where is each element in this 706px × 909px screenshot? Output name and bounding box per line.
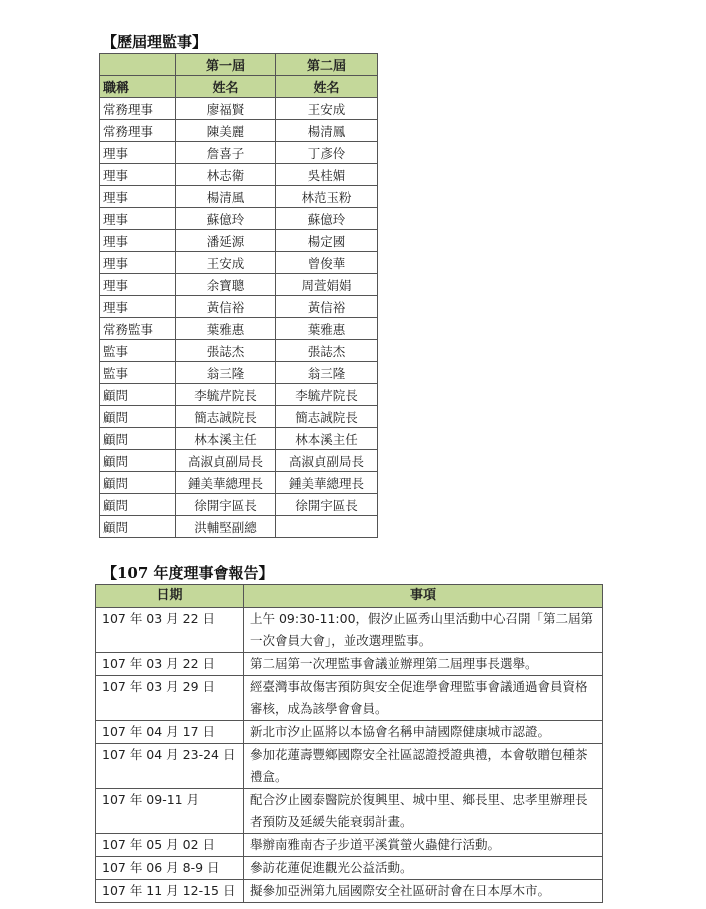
role-cell: 理事 — [100, 186, 176, 208]
role-cell: 顧問 — [100, 406, 176, 428]
term1-name-cell: 翁三隆 — [176, 362, 276, 384]
table-row — [96, 789, 603, 834]
date-cell: 107 年 03 月 22 日 — [96, 608, 244, 653]
term1-name-cell: 洪輔堅副總 — [176, 516, 276, 538]
term1-name-cell: 蘇億玲 — [176, 208, 276, 230]
table-row — [100, 516, 378, 538]
role-cell: 理事 — [100, 274, 176, 296]
term2-name-cell: 葉雅惠 — [276, 318, 378, 340]
role-cell: 顧問 — [100, 450, 176, 472]
term2-name-cell: 徐開宇區長 — [276, 494, 378, 516]
role-cell: 理事 — [100, 230, 176, 252]
table-row — [96, 857, 603, 880]
term1-name-cell: 楊清風 — [176, 186, 276, 208]
term2-name-cell: 楊定國 — [276, 230, 378, 252]
table-row — [100, 494, 378, 516]
role-cell: 常務理事 — [100, 98, 176, 120]
table-row — [100, 230, 378, 252]
term2-name-cell: 吳桂媚 — [276, 164, 378, 186]
term2-name-cell: 李毓芹院長 — [276, 384, 378, 406]
table-subheader-row — [100, 76, 378, 98]
date-cell: 107 年 03 月 22 日 — [96, 653, 244, 676]
term1-name-cell: 潘延源 — [176, 230, 276, 252]
term2-name-cell: 高淑貞副局長 — [276, 450, 378, 472]
table-row — [100, 296, 378, 318]
date-cell: 107 年 09-11 月 — [96, 789, 244, 834]
term1-name-cell: 林志衛 — [176, 164, 276, 186]
item-cell: 第二屆第一次理監事會議並辦理第二屆理事長選舉。 — [244, 653, 603, 676]
table-header-row — [96, 585, 603, 608]
term1-name-cell: 黃信裕 — [176, 296, 276, 318]
date-header: 日期 — [96, 585, 244, 608]
term2-name-cell: 張誌杰 — [276, 340, 378, 362]
table-row — [100, 142, 378, 164]
term2-name-cell: 蘇億玲 — [276, 208, 378, 230]
meeting-report-table — [95, 584, 603, 903]
table-row — [100, 384, 378, 406]
term1-name-cell: 陳美麗 — [176, 120, 276, 142]
item-cell: 舉辦南雅南杏子步道平溪賞螢火蟲健行活動。 — [244, 834, 603, 857]
table-row — [96, 608, 603, 653]
table-row — [96, 676, 603, 721]
term2-name-cell: 簡志誠院長 — [276, 406, 378, 428]
date-cell: 107 年 05 月 02 日 — [96, 834, 244, 857]
table-row — [96, 834, 603, 857]
term2-name-cell: 曾俊華 — [276, 252, 378, 274]
term2-name-cell: 黃信裕 — [276, 296, 378, 318]
table-row — [100, 362, 378, 384]
item-cell: 經臺灣事故傷害預防與安全促進學會理監事會議通過會員資格審核，成為該學會會員。 — [244, 676, 603, 721]
item-cell: 參加花蓮壽豐鄉國際安全社區認證授證典禮，本會敬贈包種茶禮盒。 — [244, 744, 603, 789]
table-row — [100, 318, 378, 340]
term1-name-cell: 張誌杰 — [176, 340, 276, 362]
term2-name-cell: 林本溪主任 — [276, 428, 378, 450]
term2-name-cell — [276, 516, 378, 538]
table-row — [100, 406, 378, 428]
table-header-row — [100, 54, 378, 76]
table-row — [100, 98, 378, 120]
meeting-report-title: 【107 年度理事會報告】 — [102, 564, 274, 582]
role-cell: 顧問 — [100, 472, 176, 494]
role-cell: 顧問 — [100, 428, 176, 450]
term1-name-cell: 葉雅惠 — [176, 318, 276, 340]
item-header: 事項 — [244, 585, 603, 608]
role-cell: 常務理事 — [100, 120, 176, 142]
term2-name-cell: 王安成 — [276, 98, 378, 120]
term2-name-cell: 鍾美華總理長 — [276, 472, 378, 494]
role-cell: 監事 — [100, 340, 176, 362]
term2-name-cell: 姓名 — [276, 76, 378, 98]
term1-name-cell: 王安成 — [176, 252, 276, 274]
board-history-title: 【歷屆理監事】 — [102, 33, 208, 51]
role-cell: 理事 — [100, 142, 176, 164]
term1-name-cell: 廖福賢 — [176, 98, 276, 120]
role-cell: 常務監事 — [100, 318, 176, 340]
role-cell: 理事 — [100, 252, 176, 274]
table-row — [100, 340, 378, 362]
item-cell: 參訪花蓮促進觀光公益活動。 — [244, 857, 603, 880]
date-cell: 107 年 03 月 29 日 — [96, 676, 244, 721]
item-cell: 擬參加亞洲第九屆國際安全社區研討會在日本厚木市。 — [244, 880, 603, 903]
table-row — [100, 428, 378, 450]
term1-name-cell: 李毓芹院長 — [176, 384, 276, 406]
term1-name-cell: 姓名 — [176, 76, 276, 98]
role-cell — [100, 54, 176, 76]
table-row — [96, 880, 603, 903]
term2-name-cell: 翁三隆 — [276, 362, 378, 384]
role-cell: 顧問 — [100, 494, 176, 516]
term2-name-cell: 丁彥伶 — [276, 142, 378, 164]
table-row — [100, 450, 378, 472]
table-row — [100, 472, 378, 494]
term2-name-cell: 第二屆 — [276, 54, 378, 76]
term1-name-cell: 余寶聰 — [176, 274, 276, 296]
table-row — [100, 120, 378, 142]
table-row — [100, 252, 378, 274]
role-cell: 顧問 — [100, 516, 176, 538]
table-row — [100, 186, 378, 208]
term1-name-cell: 詹喜子 — [176, 142, 276, 164]
term1-name-cell: 林本溪主任 — [176, 428, 276, 450]
date-cell: 107 年 04 月 23-24 日 — [96, 744, 244, 789]
term1-name-cell: 高淑貞副局長 — [176, 450, 276, 472]
date-cell: 107 年 04 月 17 日 — [96, 721, 244, 744]
role-cell: 顧問 — [100, 384, 176, 406]
role-cell: 監事 — [100, 362, 176, 384]
role-cell: 職稱 — [100, 76, 176, 98]
item-cell: 新北市汐止區將以本協會名稱申請國際健康城市認證。 — [244, 721, 603, 744]
term2-name-cell: 楊清鳳 — [276, 120, 378, 142]
term1-name-cell: 鍾美華總理長 — [176, 472, 276, 494]
term1-name-cell: 簡志誠院長 — [176, 406, 276, 428]
role-cell: 理事 — [100, 296, 176, 318]
term1-name-cell: 第一屆 — [176, 54, 276, 76]
term1-name-cell: 徐開宇區長 — [176, 494, 276, 516]
table-row — [96, 653, 603, 676]
date-cell: 107 年 06 月 8-9 日 — [96, 857, 244, 880]
item-cell: 配合汐止國泰醫院於復興里、城中里、鄉長里、忠孝里辦理長者預防及延緩失能衰弱計畫。 — [244, 789, 603, 834]
table-row — [96, 744, 603, 789]
table-row — [100, 208, 378, 230]
term2-name-cell: 林范玉粉 — [276, 186, 378, 208]
table-row — [100, 164, 378, 186]
role-cell: 理事 — [100, 208, 176, 230]
board-members-table — [99, 53, 378, 538]
term2-name-cell: 周萱娟娟 — [276, 274, 378, 296]
table-row — [96, 721, 603, 744]
date-cell: 107 年 11 月 12-15 日 — [96, 880, 244, 903]
table-row — [100, 274, 378, 296]
item-cell: 上午 09:30-11:00，假汐止區秀山里活動中心召開「第二屆第一次會員大會」，並改選理監事。 — [244, 608, 603, 653]
role-cell: 理事 — [100, 164, 176, 186]
